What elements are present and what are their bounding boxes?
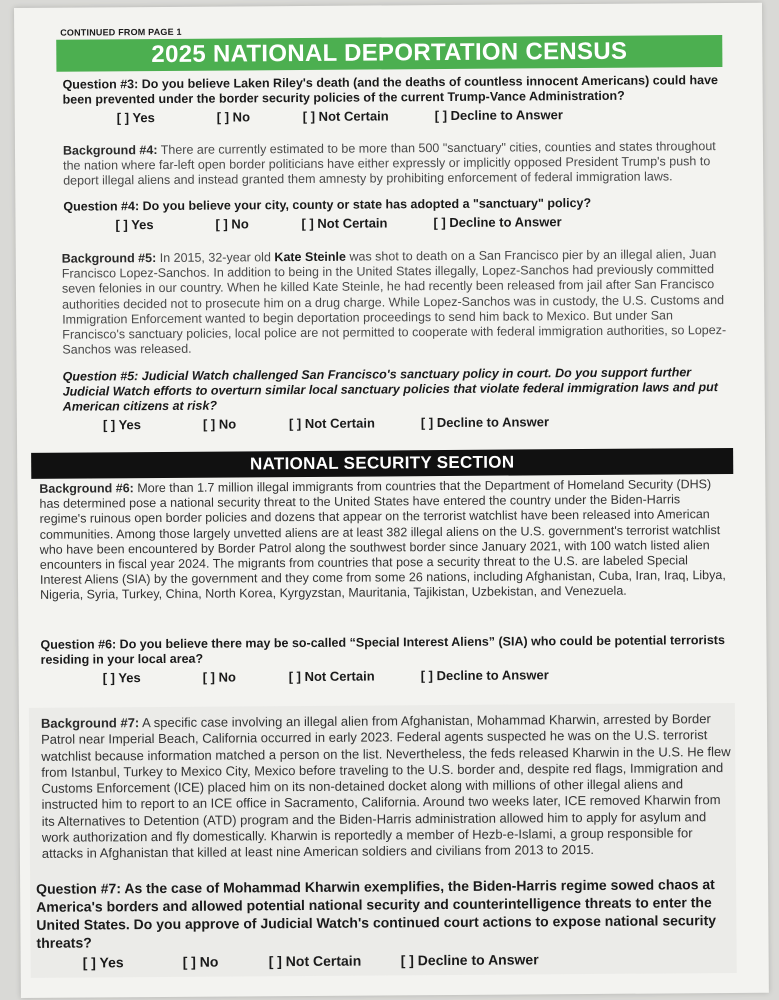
q5-not-certain-checkbox[interactable]: [ ] Not Certain [288,415,375,432]
background-6-text: More than 1.7 million illegal immigrants from countries that the Department of Homeland Security (DHS) has determined pose a national security threat to the United States have entered the country under the Biden-Harris regime's ruinous open border policies and dozens that appear on the terrorist watchlist have been released into American communities. Among those largely unvetted aliens are at least 382 illegal aliens on the U.S. government's terrorist watchlist who have been encountered by Border Patrol along the southwest border since January 2021, with 100 watch listed alien encounters in fiscal year 2024. The migrants from countries that pose a security threat to the U.S. are labeled Special Interest Aliens (SIA) by the government and they come from some 26 nations, including Afghanistan, Cuba, Iran, Iraq, Libya, Nigeria, Syria, Turkey, China, North Korea, Kyrgyzstan, Mauritania, Tajikistan, Uzbekistan, and Venezuela. [39,477,726,603]
continued-note: CONTINUED FROM PAGE 1 [60,26,182,38]
q5-no-checkbox[interactable]: [ ] No [202,416,237,432]
question-7-text: As the case of Mohammad Kharwin exemplifies, the Biden-Harris regime sowed chaos at America's borders and allowed potential national security and counterintelligence threats to enter the United States. Do you approve of Judicial Watch's continued court actions to expose national security threats? [36,876,717,951]
background-5-text-b: was shot to death on a San Francisco pier by an illegal alien, Juan Francisco Lopez-Sanchos. In addition to being in the United States illegally, Lopez-Sanchos had previously committed seven felonies in our country. When he killed Kate Steinle, he had recently been released from jail after San Francisco authorities decided not to prosecute him on a drug charge. While Lopez-Sanchos was in custody, the U.S. Customs and Immigration Enforcement wanted to begin deportation proceedings to send him back to Mexico. But under San Francisco's sanctuary policies, local police are not permitted to cooperate with federal immigration authorities, so Lopez-Sanchos was released. [61,247,727,357]
q3-decline-checkbox[interactable]: [ ] Decline to Answer [434,107,563,124]
question-6-label: Question #6: [40,637,117,652]
background-4-label: Background #4: [62,143,158,158]
background-5-text-a: In 2015, 32-year old [159,250,271,265]
question-5-options [103,413,727,432]
q5-yes-checkbox[interactable]: [ ] Yes [102,417,142,433]
q6-yes-checkbox[interactable]: [ ] Yes [102,670,141,686]
question-7-label: Question #7: [36,880,122,897]
q4-no-checkbox[interactable]: [ ] No [215,216,249,232]
q7-no-checkbox[interactable]: [ ] No [182,953,219,970]
background-7 [41,711,732,862]
question-4 [63,195,723,215]
background-7-label: Background #7: [40,715,140,731]
question-6-text: Do you believe there may be so-called “Special Interest Aliens” (SIA) who could be potential terrorists residing in your local area? [40,633,725,667]
q5-decline-checkbox[interactable]: [ ] Decline to Answer [420,414,550,431]
question-3-text: Do you believe Laken Riley's death (and the deaths of countless innocent Americans) could have been prevented under the border security policies of the current Trump-Vance Administration? [62,73,719,107]
question-4-label: Question #4: [63,199,140,214]
background-4-text: There are currently estimated to be more than 500 "sanctuary" cities, counties and states throughout the nation where far-left open border politicians have either expressly or implicitly opposed President Trump's push to deport illegal aliens and instead granted them amnesty by prohibiting enforcement of federal immigration laws. [63,139,716,189]
question-3-options [117,106,723,125]
q4-yes-checkbox[interactable]: [ ] Yes [115,217,154,233]
background-5 [62,247,727,358]
q4-not-certain-checkbox[interactable]: [ ] Not Certain [301,215,388,231]
background-4 [63,139,723,189]
question-4-block [63,195,723,233]
background-7-block [41,711,732,862]
question-3-block [62,73,722,126]
page-title-banner: 2025 NATIONAL DEPORTATION CENSUS [56,35,722,72]
q6-not-certain-checkbox[interactable]: [ ] Not Certain [288,668,375,685]
q6-decline-checkbox[interactable]: [ ] Decline to Answer [420,667,549,684]
question-3 [62,73,722,108]
q7-not-certain-checkbox[interactable]: [ ] Not Certain [268,952,362,970]
q3-no-checkbox[interactable]: [ ] No [216,109,251,125]
national-security-section-header: NATIONAL SECURITY SECTION [31,448,733,479]
question-7-block [36,875,733,971]
question-3-label: Question #3: [62,77,139,92]
background-6 [39,477,730,603]
q7-yes-checkbox[interactable]: [ ] Yes [82,954,124,971]
background-7-text: A specific case involving an illegal alien from Afghanistan, Mohammad Kharwin, arrested by Border Patrol near Imperial Beach, California occurred in early 2023. Federal agents suspected he was on the U.S. terrorist watchlist because information matched a person on the list. Nevertheless, the feds released Kharwin in the U.S. He flew from Istanbul, Turkey to Mexico City, Mexico before traveling to the U.S. border and, despite red flags, Immigration and Customs Enforcement (ICE) placed him on its non-detained docket along with millions of other illegal aliens and instructed him to report to an ICE office in Sacramento, California. Around two weeks later, ICE removed Kharwin from its Alternatives to Detention (ATD) program and the Biden-Harris administration allowed him to apply for asylum and work authorization and fly domestically. Kharwin is reportedly a member of Hezb-e-Islami, a group responsible for attacks in Afghanistan that killed at least nine American soldiers and civilians from 2013 to 2015. [41,711,731,862]
q7-decline-checkbox[interactable]: [ ] Decline to Answer [400,951,539,969]
background-5-label: Background #5: [61,251,157,266]
census-page [14,3,769,998]
question-5-block [63,365,727,433]
background-5-name: Kate Steinle [274,249,346,265]
question-6-block [40,633,730,686]
question-6-options [103,666,731,685]
q6-no-checkbox[interactable]: [ ] No [202,669,236,685]
q3-yes-checkbox[interactable]: [ ] Yes [116,110,155,126]
q3-not-certain-checkbox[interactable]: [ ] Not Certain [302,108,389,124]
question-5-text: Judicial Watch challenged San Francisco's sanctuary policy in court. Do you support further Judicial Watch efforts to overturn similar local sanctuary policies that violate federal immigration laws and put American citizens at risk? [62,365,718,414]
question-5-label: Question #5: [62,369,139,384]
question-4-options [115,213,723,232]
question-7 [36,875,732,952]
question-4-text: Do you believe your city, county or state has adopted a "sanctuary" policy? [142,195,592,214]
q4-decline-checkbox[interactable]: [ ] Decline to Answer [433,214,562,231]
question-6 [40,633,730,668]
background-6-label: Background #6: [39,481,134,496]
question-5 [63,365,727,415]
